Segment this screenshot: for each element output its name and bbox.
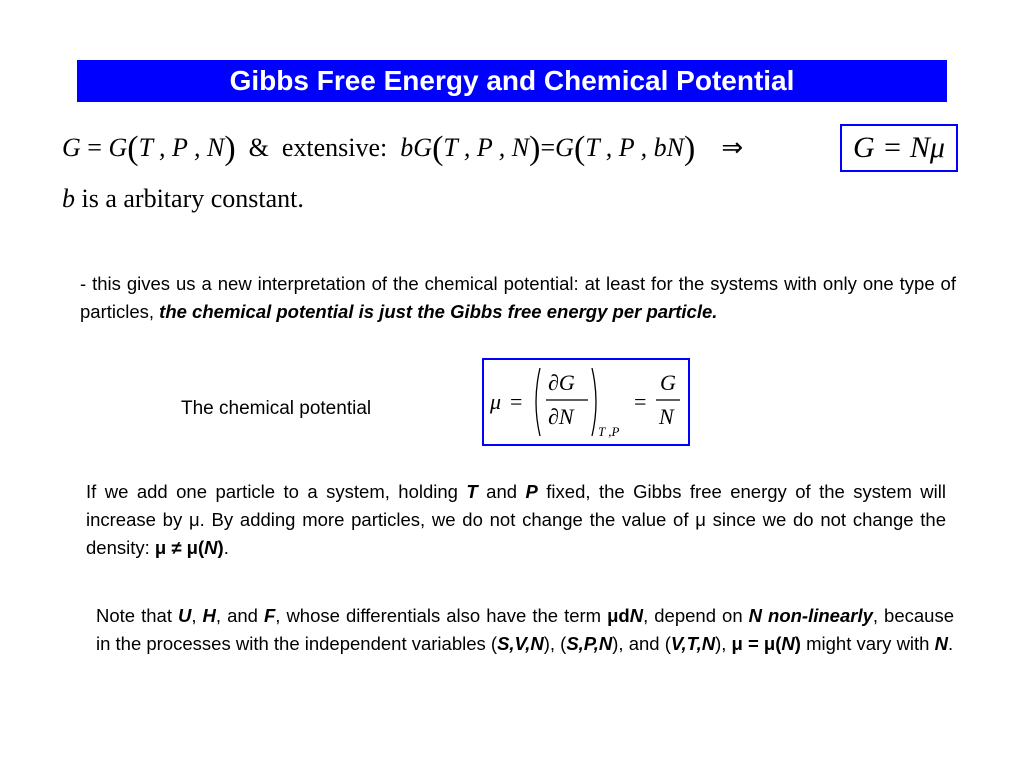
p3-VTN: V,T,N [670, 633, 716, 654]
note-paragraph [96, 602, 954, 658]
chemical-potential-formula-box [482, 358, 690, 446]
p3-SPN: S,P,N [566, 633, 613, 654]
paren-close-2: ) [529, 130, 541, 167]
p2-close: ) [217, 537, 224, 558]
big-paren-right [592, 368, 596, 436]
p3-N2: N [781, 633, 795, 654]
p1-prefix: - this gives us a new interpretation of the chemical potential: at least for the systems with only one type of particles, [80, 273, 956, 322]
p2-text-4: . By adding more particles, we do not change the value of [199, 509, 696, 530]
eq-G2: G [108, 133, 128, 162]
chemical-potential-label: The chemical potential [181, 398, 372, 419]
chemical-potential-formula [484, 360, 688, 444]
add-particle-paragraph [86, 478, 946, 562]
p2-T: T [466, 481, 478, 502]
p3-N1: N [629, 605, 644, 626]
p2-P: P [525, 481, 538, 502]
extensive-equation [62, 128, 743, 168]
p3-text-8: might vary with [800, 633, 935, 654]
p2-end: . [223, 537, 229, 558]
eq-args-tpn-2: T , P , N [443, 133, 530, 162]
p3-mud: μd [607, 605, 630, 626]
paren-open: ( [127, 130, 139, 167]
eq-args-tpn: T , P , N [138, 133, 225, 162]
p2-text-3: fixed, the Gibbs free energy of the system will increase by [86, 481, 946, 530]
slide-title: Gibbs Free Energy and Chemical Potential [77, 60, 947, 102]
p3-SVN: S,V,N [497, 633, 544, 654]
cp-eq2: = [634, 389, 647, 414]
p1-emphasis: the chemical potential is just the Gibbs free energy per particle. [159, 301, 718, 322]
p3-text-6: ), and ( [612, 633, 671, 654]
paren-open-3: ( [573, 130, 586, 167]
p2-mu-2: μ [695, 509, 706, 530]
eq-G3: G [555, 133, 574, 162]
implies-arrow: ⇒ [721, 133, 744, 162]
p3-comma-2: , and [215, 605, 264, 626]
eq-ampersand: & [248, 133, 269, 162]
p3-H: H [202, 605, 216, 626]
cp-subscript: T ,P [598, 424, 620, 439]
p3-text-1: Note that [96, 605, 178, 626]
p3-text-5: ), ( [543, 633, 567, 654]
p3-mueq: μ = μ( [731, 633, 782, 654]
cp-eq: = [510, 389, 523, 414]
p3-U: U [177, 605, 192, 626]
interpretation-paragraph [80, 270, 956, 326]
result-box: G = Nμ [840, 124, 958, 172]
p2-mu: μ [188, 509, 200, 530]
paren-open-2: ( [432, 130, 444, 167]
eq-equals-2: = [540, 133, 556, 162]
cp-dN: ∂N [548, 404, 574, 429]
eq-bG: bG [400, 133, 433, 162]
p2-text-2: and [477, 481, 526, 502]
p2-text-1: If we add one particle to a system, holding [86, 481, 467, 502]
eq-args-tpbn: T , P , bN [585, 133, 685, 162]
p3-text-2: , whose differentials also have the term [275, 605, 608, 626]
eq-equals: = [87, 133, 102, 162]
p2-text-5: since we do not change the density: [86, 509, 946, 558]
p3-nonlinearly: N non-linearly [748, 605, 873, 626]
p3-end: . [948, 633, 954, 654]
p3-text-4: , because in the processes with the independent variables ( [96, 605, 954, 654]
eq-G: G [62, 133, 81, 162]
cp-dG: ∂G [548, 370, 575, 395]
p2-neq: μ ≠ μ( [154, 537, 205, 558]
p2-N: N [204, 537, 218, 558]
p3-close: ) [794, 633, 801, 654]
big-paren-left [536, 368, 540, 436]
cp-G: G [660, 370, 676, 395]
p3-N3: N [934, 633, 948, 654]
p3-text-7: ), [715, 633, 732, 654]
p3-text-3: , depend on [643, 605, 749, 626]
p3-F: F [263, 605, 276, 626]
paren-close: ) [224, 130, 236, 167]
eq-extensive-label: extensive: [281, 133, 388, 162]
paren-close-3: ) [684, 130, 696, 167]
constant-note [62, 182, 304, 216]
cp-N: N [659, 404, 674, 429]
b-text: is a arbitary constant. [75, 184, 304, 213]
p3-comma-1: , [191, 605, 203, 626]
cp-mu: μ [490, 389, 502, 414]
b-symbol: b [62, 184, 75, 213]
